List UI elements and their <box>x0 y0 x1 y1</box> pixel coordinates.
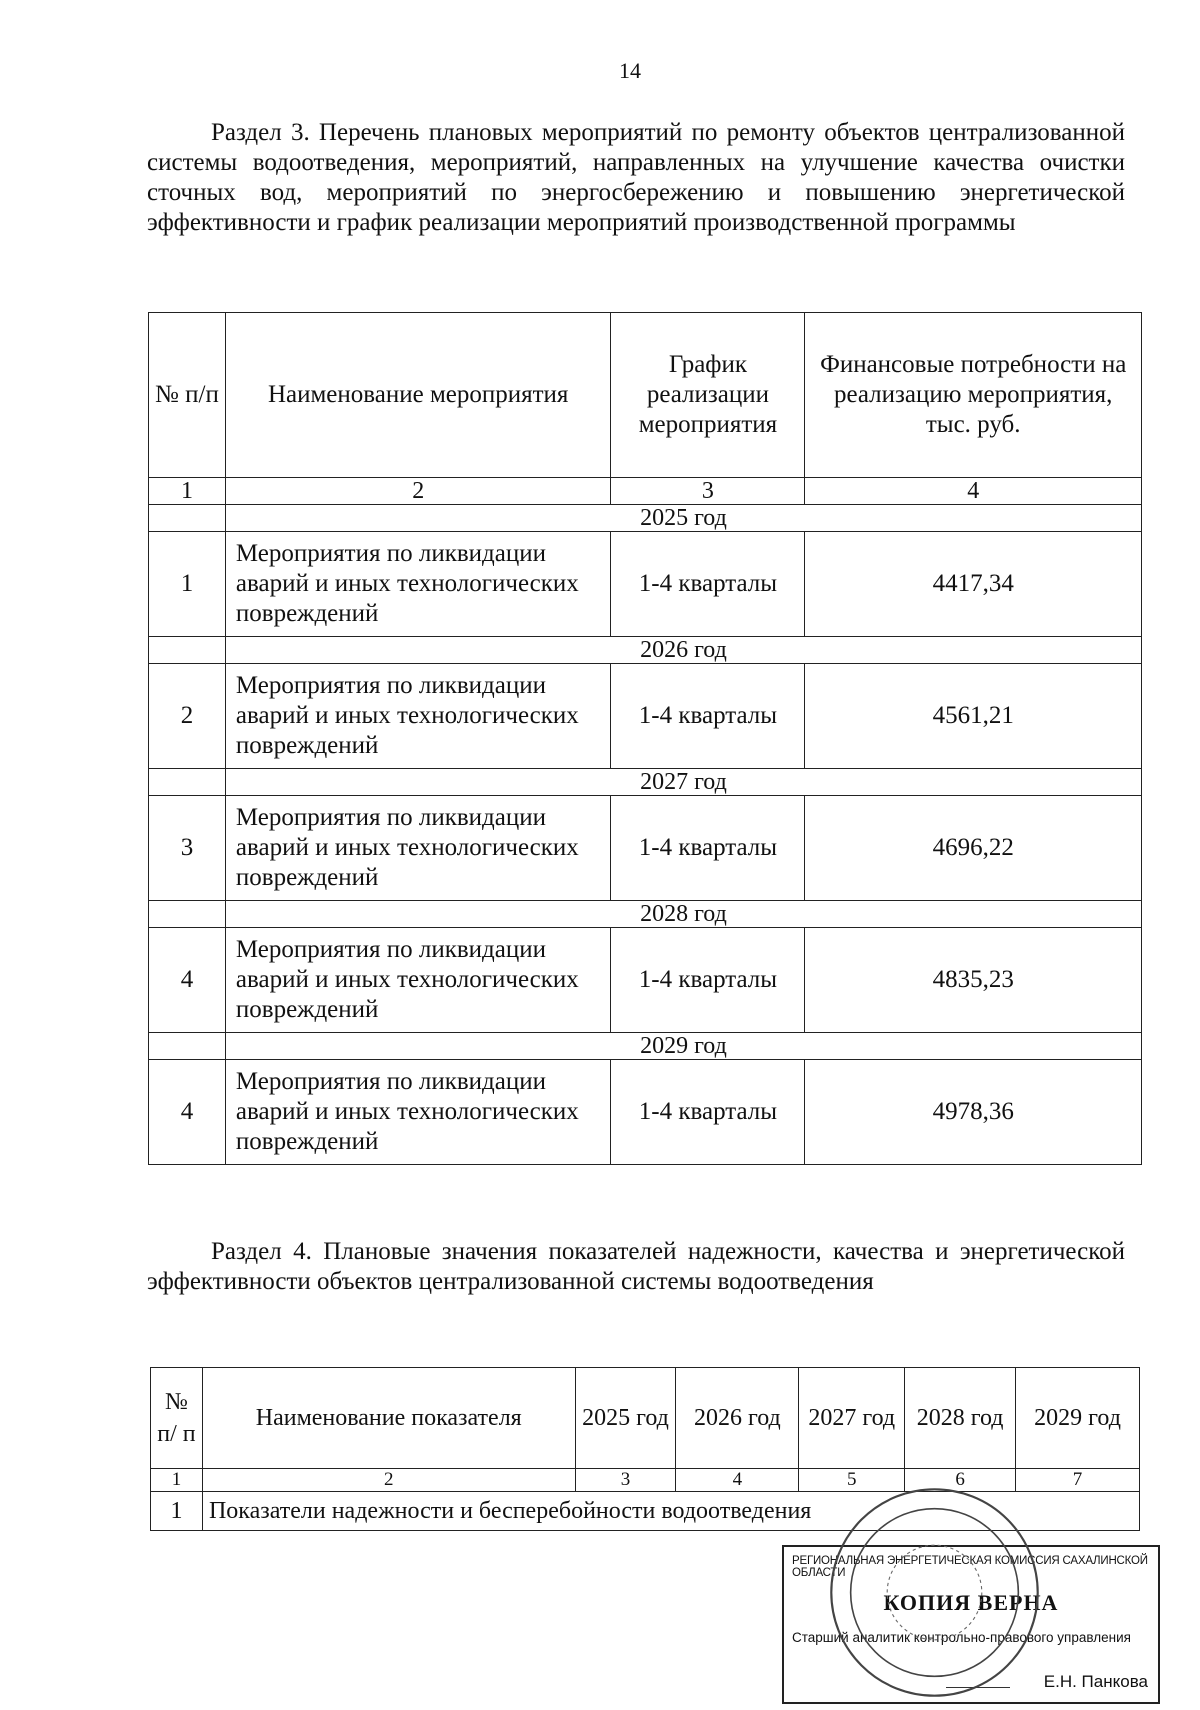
header-year: 2025 год <box>575 1368 676 1469</box>
activity-cost: 4978,36 <box>805 1060 1142 1165</box>
table-row <box>149 532 1142 637</box>
activity-schedule: 1-4 кварталы <box>611 1060 805 1165</box>
year-label: 2025 год <box>225 505 1141 532</box>
signature-line <box>946 1687 1010 1688</box>
activity-cost: 4561,21 <box>805 664 1142 769</box>
year-row <box>149 769 1142 796</box>
stamp-signer-name: Е.Н. Панкова <box>1043 1672 1148 1691</box>
activity-name: Мероприятия по ликвидации аварий и иных технологических повреждений <box>225 928 611 1033</box>
header-year: 2028 год <box>905 1368 1016 1469</box>
row-number: 2 <box>149 664 226 769</box>
table-row <box>149 664 1142 769</box>
header-year: 2027 год <box>799 1368 905 1469</box>
column-number: 4 <box>676 1469 799 1492</box>
year-label: 2029 год <box>225 1033 1141 1060</box>
activity-name: Мероприятия по ликвидации аварий и иных технологических повреждений <box>225 532 611 637</box>
header-schedule: График реализации мероприятия <box>611 313 805 478</box>
column-number: 1 <box>149 478 226 505</box>
column-number: 2 <box>225 478 611 505</box>
column-number: 6 <box>905 1469 1016 1492</box>
table-row <box>149 796 1142 901</box>
column-number: 5 <box>799 1469 905 1492</box>
year-row <box>149 1033 1142 1060</box>
stamp-copy-label: КОПИЯ ВЕРНА <box>883 1590 1059 1615</box>
row-number: 4 <box>149 1060 226 1165</box>
row-number: 1 <box>151 1492 203 1531</box>
section4-title: Раздел 4. Плановые значения показателей надежности, качества и энергетической эффективности объектов централизованной системы водоотведения <box>147 1238 1125 1295</box>
column-number: 3 <box>575 1469 676 1492</box>
year-label: 2027 год <box>225 769 1141 796</box>
header-name: Наименование мероприятия <box>225 313 611 478</box>
activity-name: Мероприятия по ликвидации аварий и иных технологических повреждений <box>225 1060 611 1165</box>
row-number: 3 <box>149 796 226 901</box>
column-number: 7 <box>1016 1469 1140 1492</box>
activity-cost: 4417,34 <box>805 532 1142 637</box>
stamp-role: Старший аналитик контрольно-правового управления <box>792 1630 1131 1645</box>
year-label: 2028 год <box>225 901 1141 928</box>
header-year: 2029 год <box>1016 1368 1140 1469</box>
row-number: 4 <box>149 928 226 1033</box>
header-num: № п/п <box>149 313 226 478</box>
column-number: 3 <box>611 478 805 505</box>
page-number: 14 <box>619 58 641 83</box>
column-number: 2 <box>202 1469 575 1492</box>
year-row <box>149 637 1142 664</box>
column-number: 1 <box>151 1469 203 1492</box>
year-row <box>149 901 1142 928</box>
activity-schedule: 1-4 кварталы <box>611 928 805 1033</box>
section3-title: Раздел 3. Перечень плановых мероприятий по ремонту объектов централизованной системы водоотведения, мероприятий, направленных на улучшение качества очистки сточных вод, мероприятий по энергосбережению и повышению энергетической эффективности и график реализации мероприятий производственной программы <box>147 119 1125 236</box>
table-header-row <box>151 1368 1140 1469</box>
indicators-table <box>150 1367 1140 1531</box>
activity-schedule: 1-4 кварталы <box>611 532 805 637</box>
activities-table <box>148 312 1142 1165</box>
row-number: 1 <box>149 532 226 637</box>
table-row <box>149 1060 1142 1165</box>
activity-schedule: 1-4 кварталы <box>611 796 805 901</box>
indicator-group-name: Показатели надежности и бесперебойности водоотведения <box>202 1492 1139 1531</box>
header-finance: Финансовые потребности на реализацию мероприятия, тыс. руб. <box>805 313 1142 478</box>
header-indicator: Наименование показателя <box>202 1368 575 1469</box>
column-number: 4 <box>805 478 1142 505</box>
activity-name: Мероприятия по ликвидации аварий и иных технологических повреждений <box>225 796 611 901</box>
year-row <box>149 505 1142 532</box>
table-header-row <box>149 313 1142 478</box>
table-row <box>149 928 1142 1033</box>
stamp-organization: РЕГИОНАЛЬНАЯ ЭНЕРГЕТИЧЕСКАЯ КОМИССИЯ САХАЛИНСКОЙ ОБЛАСТИ <box>792 1555 1148 1579</box>
activity-name: Мероприятия по ликвидации аварий и иных технологических повреждений <box>225 664 611 769</box>
table-row <box>151 1492 1140 1531</box>
column-number-row <box>151 1469 1140 1492</box>
activity-cost: 4835,23 <box>805 928 1142 1033</box>
year-label: 2026 год <box>225 637 1141 664</box>
column-number-row <box>149 478 1142 505</box>
header-year: 2026 год <box>676 1368 799 1469</box>
activity-cost: 4696,22 <box>805 796 1142 901</box>
header-num: № п/ п <box>151 1368 203 1469</box>
activity-schedule: 1-4 кварталы <box>611 664 805 769</box>
certification-stamp <box>782 1545 1160 1704</box>
